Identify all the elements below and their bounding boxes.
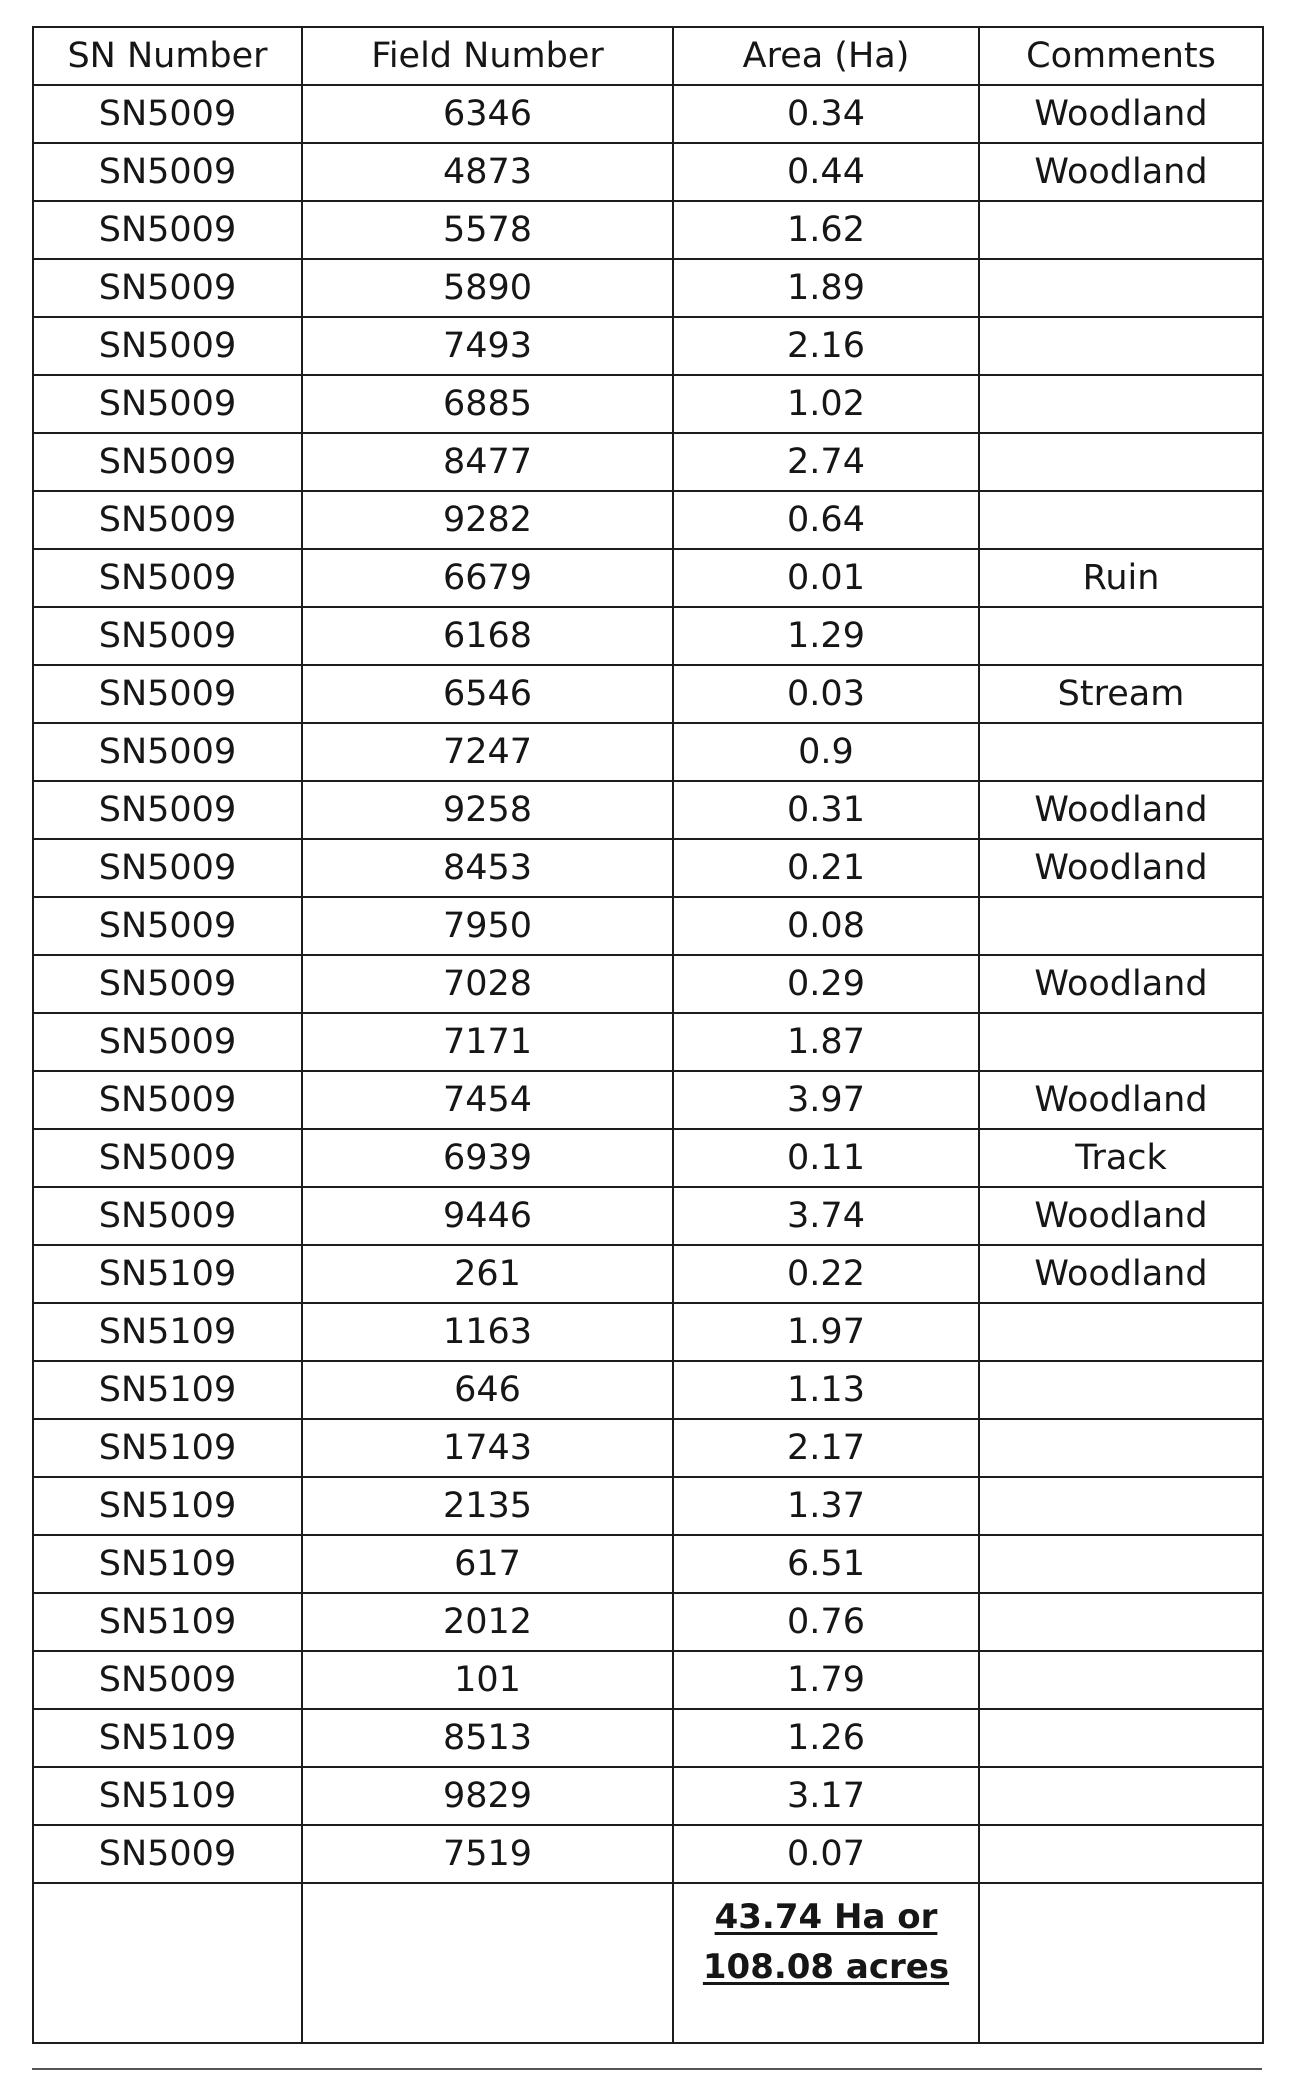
sn-number-cell: SN5009 xyxy=(33,491,302,549)
comment-cell: Ruin xyxy=(979,549,1263,607)
comment-cell xyxy=(979,1825,1263,1883)
comment-cell xyxy=(979,1535,1263,1593)
comment-cell xyxy=(979,1419,1263,1477)
table-row xyxy=(33,1245,1263,1303)
table-row xyxy=(33,1825,1263,1883)
comment-cell: Woodland xyxy=(979,1245,1263,1303)
comment-cell xyxy=(979,1767,1263,1825)
table-row xyxy=(33,1651,1263,1709)
area-cell: 0.9 xyxy=(673,723,979,781)
comment-cell xyxy=(979,375,1263,433)
land-area-sheet xyxy=(32,26,1262,2044)
field-number-cell: 7171 xyxy=(302,1013,673,1071)
table-row xyxy=(33,1593,1263,1651)
comment-cell xyxy=(979,433,1263,491)
table-row xyxy=(33,1419,1263,1477)
field-number-cell: 7247 xyxy=(302,723,673,781)
area-cell: 0.03 xyxy=(673,665,979,723)
comment-cell: Woodland xyxy=(979,1071,1263,1129)
field-number-cell: 9282 xyxy=(302,491,673,549)
header-sn-number: SN Number xyxy=(33,27,302,85)
area-cell: 0.64 xyxy=(673,491,979,549)
comment-cell: Stream xyxy=(979,665,1263,723)
sn-number-cell: SN5009 xyxy=(33,85,302,143)
table-row xyxy=(33,1129,1263,1187)
area-cell: 0.34 xyxy=(673,85,979,143)
field-number-cell: 5890 xyxy=(302,259,673,317)
field-number-cell: 8453 xyxy=(302,839,673,897)
comment-cell xyxy=(979,1303,1263,1361)
field-number-cell: 7493 xyxy=(302,317,673,375)
table-row xyxy=(33,1535,1263,1593)
table-row xyxy=(33,375,1263,433)
table-row xyxy=(33,85,1263,143)
table-row xyxy=(33,665,1263,723)
field-number-cell: 261 xyxy=(302,1245,673,1303)
table-row xyxy=(33,723,1263,781)
total-area-hectares: 43.74 Ha or xyxy=(714,1897,938,1937)
area-cell: 0.29 xyxy=(673,955,979,1013)
table-row xyxy=(33,549,1263,607)
sn-number-cell: SN5109 xyxy=(33,1361,302,1419)
area-cell: 0.21 xyxy=(673,839,979,897)
table-body xyxy=(33,85,1263,1883)
table-row xyxy=(33,897,1263,955)
comment-cell xyxy=(979,897,1263,955)
table-row xyxy=(33,1071,1263,1129)
table-row xyxy=(33,955,1263,1013)
table-row xyxy=(33,259,1263,317)
area-cell: 0.44 xyxy=(673,143,979,201)
sn-number-cell: SN5109 xyxy=(33,1419,302,1477)
field-number-cell: 101 xyxy=(302,1651,673,1709)
area-cell: 1.62 xyxy=(673,201,979,259)
area-cell: 2.74 xyxy=(673,433,979,491)
field-number-cell: 5578 xyxy=(302,201,673,259)
field-number-cell: 6679 xyxy=(302,549,673,607)
field-number-cell: 1163 xyxy=(302,1303,673,1361)
sn-number-cell: SN5009 xyxy=(33,1651,302,1709)
area-cell: 6.51 xyxy=(673,1535,979,1593)
field-number-cell: 6939 xyxy=(302,1129,673,1187)
field-number-cell: 6346 xyxy=(302,85,673,143)
table-row xyxy=(33,1013,1263,1071)
sn-number-cell: SN5009 xyxy=(33,1013,302,1071)
sn-number-cell: SN5009 xyxy=(33,607,302,665)
total-area-cell xyxy=(673,1883,979,2043)
table-row xyxy=(33,1477,1263,1535)
comment-cell: Woodland xyxy=(979,839,1263,897)
field-number-cell: 6168 xyxy=(302,607,673,665)
comment-cell xyxy=(979,1013,1263,1071)
table-row xyxy=(33,1767,1263,1825)
header-area: Area (Ha) xyxy=(673,27,979,85)
table-row xyxy=(33,143,1263,201)
table-footer xyxy=(33,1883,1263,2043)
sn-number-cell: SN5009 xyxy=(33,955,302,1013)
area-cell: 1.89 xyxy=(673,259,979,317)
area-cell: 2.16 xyxy=(673,317,979,375)
field-number-cell: 7454 xyxy=(302,1071,673,1129)
sn-number-cell: SN5009 xyxy=(33,201,302,259)
table-row xyxy=(33,1361,1263,1419)
sn-number-cell: SN5009 xyxy=(33,549,302,607)
area-cell: 1.97 xyxy=(673,1303,979,1361)
field-number-cell: 8513 xyxy=(302,1709,673,1767)
area-cell: 1.37 xyxy=(673,1477,979,1535)
field-area-table xyxy=(32,26,1264,2044)
area-cell: 1.79 xyxy=(673,1651,979,1709)
table-row xyxy=(33,1303,1263,1361)
table-row xyxy=(33,839,1263,897)
sn-number-cell: SN5109 xyxy=(33,1303,302,1361)
comment-cell xyxy=(979,1361,1263,1419)
field-number-cell: 6546 xyxy=(302,665,673,723)
sn-number-cell: SN5009 xyxy=(33,1129,302,1187)
field-number-cell: 6885 xyxy=(302,375,673,433)
field-number-cell: 1743 xyxy=(302,1419,673,1477)
sn-number-cell: SN5009 xyxy=(33,723,302,781)
area-cell: 1.02 xyxy=(673,375,979,433)
field-number-cell: 8477 xyxy=(302,433,673,491)
comment-cell xyxy=(979,1477,1263,1535)
table-row xyxy=(33,1187,1263,1245)
area-cell: 0.08 xyxy=(673,897,979,955)
field-number-cell: 7519 xyxy=(302,1825,673,1883)
field-number-cell: 9829 xyxy=(302,1767,673,1825)
comment-cell xyxy=(979,1593,1263,1651)
comment-cell xyxy=(979,1709,1263,1767)
comment-cell xyxy=(979,607,1263,665)
table-row xyxy=(33,201,1263,259)
page-bottom-rule xyxy=(32,2068,1262,2070)
area-cell: 1.13 xyxy=(673,1361,979,1419)
sn-number-cell: SN5109 xyxy=(33,1477,302,1535)
comment-cell: Woodland xyxy=(979,1187,1263,1245)
area-cell: 3.17 xyxy=(673,1767,979,1825)
header-comments: Comments xyxy=(979,27,1263,85)
comment-cell xyxy=(979,259,1263,317)
area-cell: 3.74 xyxy=(673,1187,979,1245)
table-row xyxy=(33,491,1263,549)
table-header xyxy=(33,27,1263,85)
area-cell: 2.17 xyxy=(673,1419,979,1477)
field-number-cell: 9446 xyxy=(302,1187,673,1245)
field-number-cell: 4873 xyxy=(302,143,673,201)
sn-number-cell: SN5009 xyxy=(33,1187,302,1245)
comment-cell xyxy=(979,1651,1263,1709)
comment-cell: Track xyxy=(979,1129,1263,1187)
total-area-acres: 108.08 acres xyxy=(702,1947,950,1987)
sn-number-cell: SN5009 xyxy=(33,781,302,839)
field-number-cell: 646 xyxy=(302,1361,673,1419)
total-comment-cell xyxy=(979,1883,1263,2043)
sn-number-cell: SN5009 xyxy=(33,375,302,433)
sn-number-cell: SN5009 xyxy=(33,897,302,955)
sn-number-cell: SN5109 xyxy=(33,1767,302,1825)
comment-cell xyxy=(979,201,1263,259)
sn-number-cell: SN5109 xyxy=(33,1245,302,1303)
total-sn-cell xyxy=(33,1883,302,2043)
total-row xyxy=(33,1883,1263,2043)
table-row xyxy=(33,781,1263,839)
sn-number-cell: SN5009 xyxy=(33,665,302,723)
sn-number-cell: SN5109 xyxy=(33,1535,302,1593)
area-cell: 0.07 xyxy=(673,1825,979,1883)
header-field-number: Field Number xyxy=(302,27,673,85)
header-row xyxy=(33,27,1263,85)
sn-number-cell: SN5109 xyxy=(33,1709,302,1767)
comment-cell xyxy=(979,317,1263,375)
sn-number-cell: SN5009 xyxy=(33,317,302,375)
table-row xyxy=(33,607,1263,665)
table-row xyxy=(33,1709,1263,1767)
comment-cell: Woodland xyxy=(979,781,1263,839)
area-cell: 0.31 xyxy=(673,781,979,839)
comment-cell xyxy=(979,723,1263,781)
comment-cell: Woodland xyxy=(979,143,1263,201)
sn-number-cell: SN5009 xyxy=(33,259,302,317)
sn-number-cell: SN5009 xyxy=(33,433,302,491)
sn-number-cell: SN5009 xyxy=(33,839,302,897)
field-number-cell: 7950 xyxy=(302,897,673,955)
area-cell: 0.11 xyxy=(673,1129,979,1187)
sn-number-cell: SN5009 xyxy=(33,1825,302,1883)
comment-cell xyxy=(979,491,1263,549)
area-cell: 3.97 xyxy=(673,1071,979,1129)
field-number-cell: 7028 xyxy=(302,955,673,1013)
field-number-cell: 617 xyxy=(302,1535,673,1593)
sn-number-cell: SN5009 xyxy=(33,1071,302,1129)
area-cell: 1.29 xyxy=(673,607,979,665)
table-row xyxy=(33,433,1263,491)
comment-cell: Woodland xyxy=(979,955,1263,1013)
field-number-cell: 2012 xyxy=(302,1593,673,1651)
area-cell: 1.87 xyxy=(673,1013,979,1071)
sn-number-cell: SN5009 xyxy=(33,143,302,201)
total-area xyxy=(703,1892,949,1992)
area-cell: 0.01 xyxy=(673,549,979,607)
total-field-cell xyxy=(302,1883,673,2043)
field-number-cell: 2135 xyxy=(302,1477,673,1535)
sn-number-cell: SN5109 xyxy=(33,1593,302,1651)
comment-cell: Woodland xyxy=(979,85,1263,143)
area-cell: 0.22 xyxy=(673,1245,979,1303)
field-number-cell: 9258 xyxy=(302,781,673,839)
table-row xyxy=(33,317,1263,375)
area-cell: 0.76 xyxy=(673,1593,979,1651)
area-cell: 1.26 xyxy=(673,1709,979,1767)
